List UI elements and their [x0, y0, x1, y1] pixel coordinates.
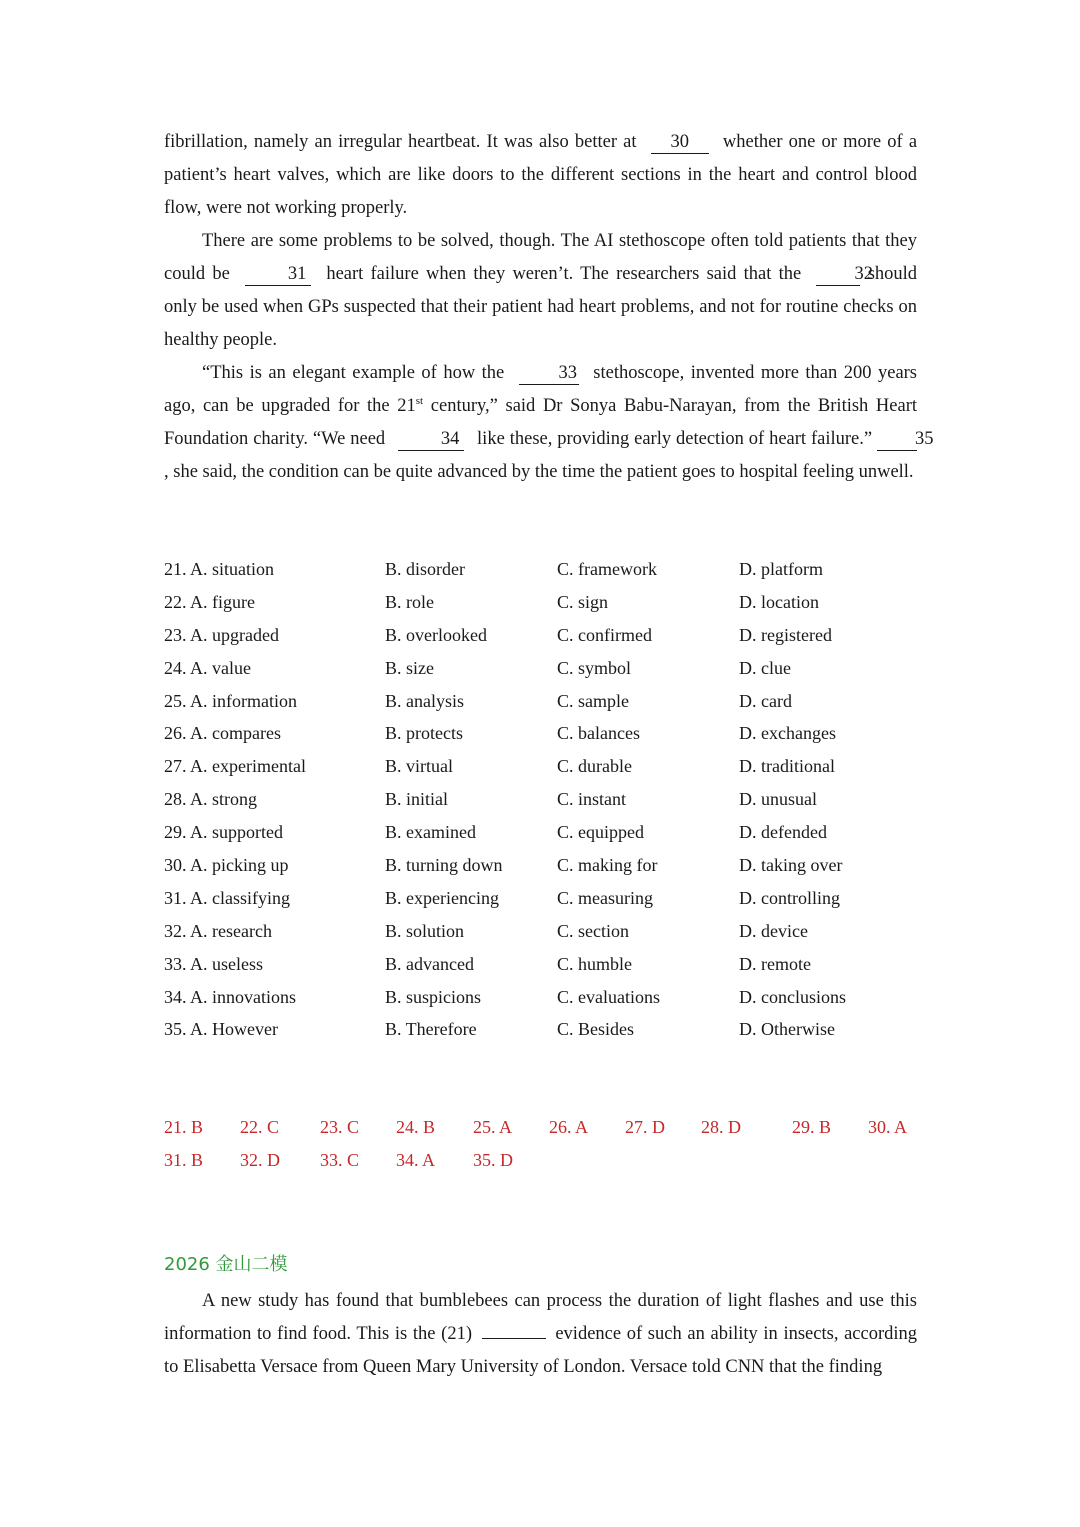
option-d: D. traditional	[739, 756, 835, 777]
option-c: C. measuring	[557, 887, 653, 908]
option-d: D. device	[739, 920, 808, 941]
options-list	[164, 553, 924, 1046]
passage-paragraph-2: There are some problems to be solved, though. The AI stethoscope often told patients that they could be 31 heart failure when they weren’t. The researchers said that the 32 should only be used when GPs suspected that their patient had heart problems, and not for routine checks on healthy people.	[164, 231, 918, 350]
answer-item: 22. C	[240, 1117, 280, 1137]
option-row	[164, 750, 924, 783]
option-b: B. overlooked	[385, 624, 487, 645]
option-a: 33. A. useless	[164, 953, 263, 974]
option-c: C. confirmed	[557, 624, 652, 645]
passage-2-paragraph-1: A new study has found that bumblebees can process the duration of light flashes and use this information to find food. This is the (21) evidence of such an ability in insects, according to Elisabetta Versace from Queen Mary University of London. Versace told CNN that the finding	[164, 1291, 918, 1377]
option-c: C. framework	[557, 559, 657, 579]
option-row	[164, 652, 924, 685]
answer-item: 25. A	[473, 1117, 513, 1137]
option-row	[164, 816, 924, 849]
answer-key	[164, 1111, 924, 1177]
option-c: C. sign	[557, 591, 609, 612]
option-row	[164, 586, 924, 619]
option-d: D. remote	[739, 953, 811, 974]
option-c: C. sample	[557, 690, 629, 711]
option-c: C. equipped	[557, 822, 644, 843]
option-b: B. analysis	[385, 690, 464, 711]
option-d: D. taking over	[739, 855, 843, 876]
answer-item: 33. C	[320, 1150, 360, 1170]
option-a: 24. A. value	[164, 657, 251, 678]
option-b: B. disorder	[385, 559, 465, 579]
option-a: 21. A. situation	[164, 559, 275, 579]
answer-item: 26. A	[549, 1117, 589, 1137]
option-b: B. size	[385, 657, 434, 678]
option-a: 28. A. strong	[164, 789, 258, 810]
option-row	[164, 1013, 924, 1046]
blank-21	[482, 1338, 546, 1339]
option-row	[164, 981, 924, 1014]
answer-item: 27. D	[625, 1117, 665, 1137]
option-row	[164, 882, 924, 915]
blank-33: 33	[519, 362, 579, 385]
option-d: D. platform	[739, 559, 823, 579]
blank-35: 35	[877, 428, 917, 451]
option-c: C. Besides	[557, 1019, 635, 1040]
option-b: B. role	[385, 591, 434, 612]
option-row	[164, 685, 924, 718]
option-b: B. experiencing	[385, 887, 499, 908]
option-a: 25. A. information	[164, 690, 297, 711]
answer-item: 21. B	[164, 1117, 204, 1137]
option-row	[164, 619, 924, 652]
option-c: C. evaluations	[557, 986, 660, 1007]
option-b: B. turning down	[385, 855, 503, 876]
answer-row	[164, 1111, 924, 1144]
answer-item: 30. A	[868, 1117, 908, 1137]
passage-2	[164, 1285, 917, 1384]
answer-item: 34. A	[396, 1150, 436, 1170]
option-a: 23. A. upgraded	[164, 624, 279, 645]
option-c: C. making for	[557, 855, 658, 876]
option-row	[164, 915, 924, 948]
option-c: C. section	[557, 920, 629, 941]
answer-item: 35. D	[473, 1150, 513, 1170]
option-a: 30. A. picking up	[164, 855, 289, 876]
passage-paragraph-1: fibrillation, namely an irregular heartbeat. It was also better at 30 whether one or more of a patient’s heart valves, which are like doors to the different sections in the heart and control blood flow, were not working properly.	[164, 132, 918, 218]
option-a: 26. A. compares	[164, 723, 281, 744]
option-a: 27. A. experimental	[164, 756, 306, 777]
option-row	[164, 849, 924, 882]
blank-30: 30	[651, 131, 709, 154]
option-d: D. unusual	[739, 789, 817, 810]
option-d: D. Otherwise	[739, 1019, 835, 1040]
option-d: D. card	[739, 690, 792, 711]
option-c: C. durable	[557, 756, 632, 777]
answer-item: 31. B	[164, 1150, 204, 1170]
option-d: D. location	[739, 591, 819, 612]
option-a: 22. A. figure	[164, 591, 255, 612]
passage-1	[164, 126, 934, 489]
answer-row	[164, 1144, 924, 1177]
section-title: 2026 金山二模	[164, 1254, 288, 1275]
option-c: C. symbol	[557, 657, 632, 678]
option-b: B. protects	[385, 723, 463, 744]
option-b: B. virtual	[385, 756, 453, 777]
option-d: D. clue	[739, 657, 791, 678]
option-row	[164, 783, 924, 816]
option-a: 31. A. classifying	[164, 887, 290, 908]
option-a: 34. A. innovations	[164, 986, 297, 1007]
option-a: 29. A. supported	[164, 822, 283, 843]
option-row	[164, 717, 924, 750]
option-c: C. humble	[557, 953, 632, 974]
option-row	[164, 553, 924, 586]
option-b: B. initial	[385, 789, 448, 810]
answer-item: 24. B	[396, 1117, 436, 1137]
option-b: B. suspicions	[385, 986, 482, 1007]
option-a: 32. A. research	[164, 920, 272, 941]
superscript-st: st	[415, 394, 424, 407]
answer-item: 32. D	[240, 1150, 280, 1170]
option-d: D. conclusions	[739, 986, 846, 1007]
answer-item: 29. B	[792, 1117, 832, 1137]
option-c: C. balances	[557, 723, 640, 744]
answer-item: 28. D	[701, 1117, 741, 1137]
blank-31: 31	[245, 263, 311, 286]
option-b: B. examined	[385, 822, 476, 843]
option-row	[164, 948, 924, 981]
blank-32: 32	[816, 263, 860, 286]
option-b: B. Therefore	[385, 1019, 477, 1040]
option-b: B. advanced	[385, 953, 474, 974]
answer-item: 23. C	[320, 1117, 360, 1137]
option-d: D. controlling	[739, 887, 840, 908]
option-b: B. solution	[385, 920, 465, 941]
option-d: D. registered	[739, 624, 832, 645]
option-c: C. instant	[557, 789, 627, 810]
option-a: 35. A. However	[164, 1019, 278, 1040]
option-d: D. exchanges	[739, 723, 836, 744]
option-d: D. defended	[739, 822, 827, 843]
passage-paragraph-3: “This is an elegant example of how the 33 stethoscope, invented more than 200 years ago, can be upgraded for the 21st century,” said Dr Sonya Babu-Narayan, from the British Heart Foundation charity. “We need 34 like these, providing early detection of heart failure.” 35, she said, the condition can be quite advanced by the time the patient goes to hospital feeling unwell.	[164, 363, 934, 482]
blank-34: 34	[398, 428, 464, 451]
